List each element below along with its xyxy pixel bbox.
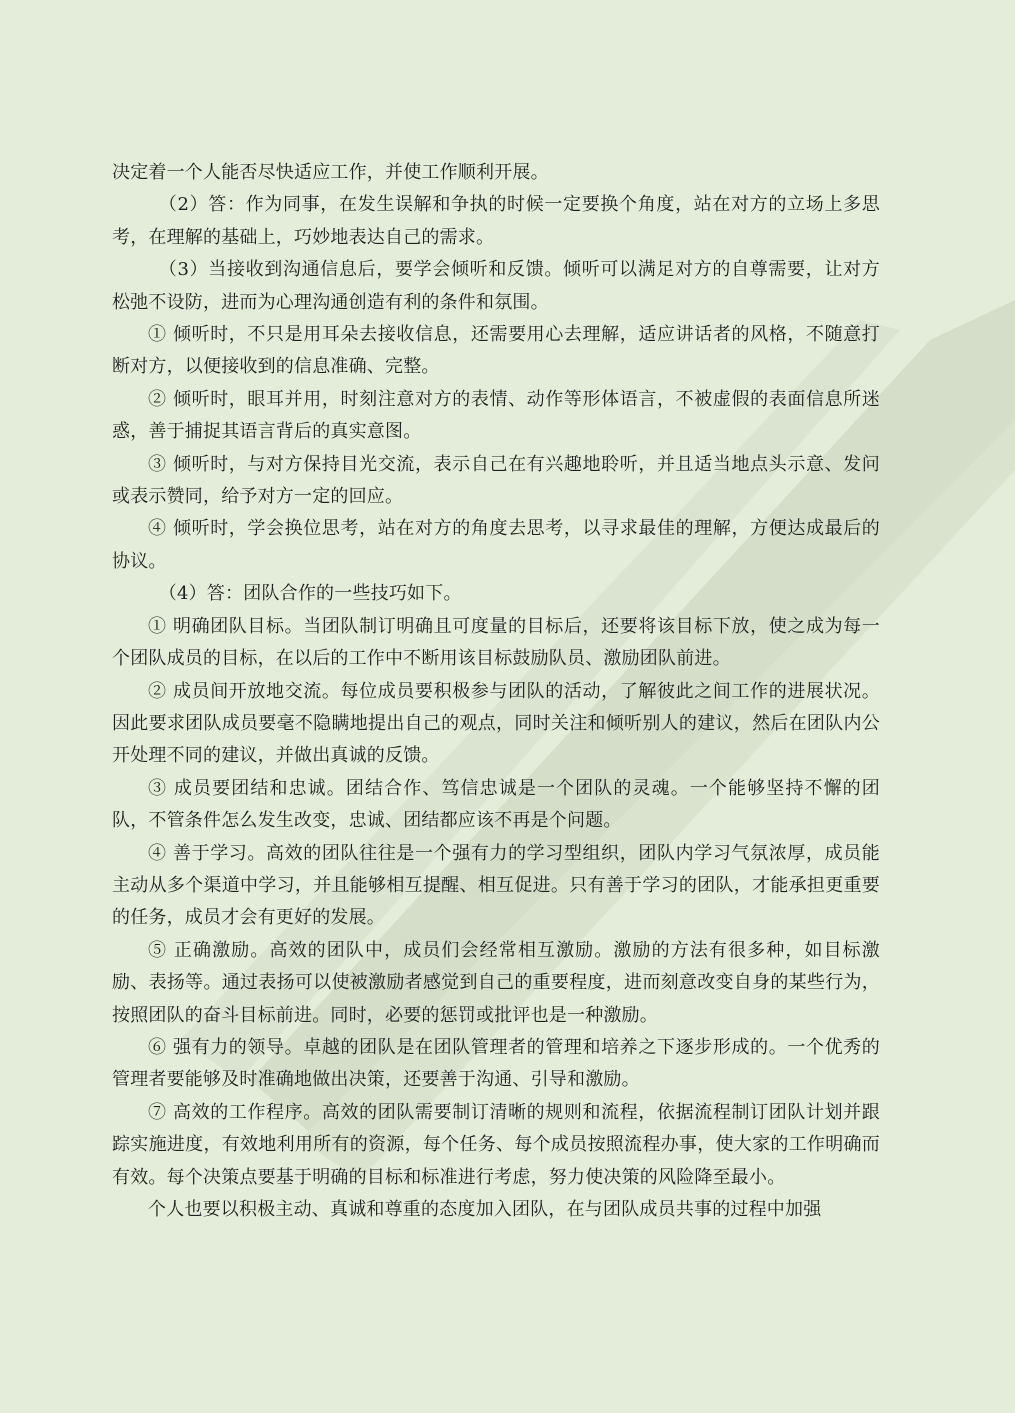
list-item-team-7: ⑦ 高效的工作程序。高效的团队需要制订清晰的规则和流程，依据流程制订团队计划并跟踪实施进度，有效地利用所有的资源，每个任务、每个成员按照流程办事，使大家的工作明确而有效。每个决策点要基于明确的目标和标准进行考虑，努力使决策的风险降至最小。 (112, 1101, 880, 1188)
paragraph-answer-4: （4）答：团队合作的一些技巧如下。 (158, 583, 462, 605)
list-item-team-1: ① 明确团队目标。当团队制订明确且可度量的目标后，还要将该目标下放，使之成为每一个团队成员的目标，在以后的工作中不断用该目标鼓励队员、激励团队前进。 (112, 615, 880, 670)
paragraph-answer-3: （3）当接收到沟通信息后，要学会倾听和反馈。倾听可以满足对方的自尊需要，让对方松弛不设防，进而为心理沟通创造有利的条件和氛围。 (112, 259, 880, 313)
list-item-listening-2: ② 倾听时，眼耳并用，时刻注意对方的表情、动作等形体语言，不被虚假的表面信息所迷惑，善于捕捉其语言背后的真实意图。 (112, 388, 880, 443)
paragraph-answer-2: （2）答：作为同事，在发生误解和争执的时候一定要换个角度，站在对方的立场上多思考，在理解的基础上，巧妙地表达自己的需求。 (112, 194, 880, 248)
list-item-listening-3: ③ 倾听时，与对方保持目光交流，表示自己在有兴趣地聆听，并且适当地点头示意、发问或表示赞同，给予对方一定的回应。 (112, 453, 880, 508)
list-item-listening-4: ④ 倾听时，学会换位思考，站在对方的角度去思考，以寻求最佳的理解，方便达成最后的协议。 (112, 518, 880, 572)
list-item-team-2: ② 成员间开放地交流。每位成员要积极参与团队的活动，了解彼此之间工作的进展状况。因此要求团队成员要毫不隐瞒地提出自己的观点，同时关注和倾听别人的建议，然后在团队内公开处理不同的建议，并做出真诚的反馈。 (112, 680, 880, 767)
paragraph-closing: 个人也要以积极主动、真诚和尊重的态度加入团队，在与团队成员共事的过程中加强 (148, 1199, 822, 1220)
list-item-team-3: ③ 成员要团结和忠诚。团结合作、笃信忠诚是一个团队的灵魂。一个能够坚持不懈的团队，不管条件怎么发生改变，忠诚、团结都应该不再是个问题。 (112, 777, 880, 832)
document-body (112, 157, 880, 1226)
list-item-team-6: ⑥ 强有力的领导。卓越的团队是在团队管理者的管理和培养之下逐步形成的。一个优秀的管理者要能够及时准确地做出决策，还要善于沟通、引导和激励。 (112, 1036, 880, 1091)
paragraph-1: 决定着一个人能否尽快适应工作，并使工作顺利开展。 (112, 162, 549, 183)
list-item-team-5: ⑤ 正确激励。高效的团队中，成员们会经常相互激励。激励的方法有很多种，如目标激励、表扬等。通过表扬可以使被激励者感觉到自己的重要程度，进而刻意改变自身的某些行为，按照团队的奋斗目标前进。同时，必要的惩罚或批评也是一种激励。 (112, 939, 880, 1026)
list-item-listening-1: ① 倾听时，不只是用耳朵去接收信息，还需要用心去理解，适应讲话者的风格，不随意打断对方，以便接收到的信息准确、完整。 (112, 324, 880, 378)
list-item-team-4: ④ 善于学习。高效的团队往往是一个强有力的学习型组织，团队内学习气氛浓厚，成员能主动从多个渠道中学习，并且能够相互提醒、相互促进。只有善于学习的团队，才能承担更重要的任务，成员才会有更好的发展。 (112, 842, 880, 929)
